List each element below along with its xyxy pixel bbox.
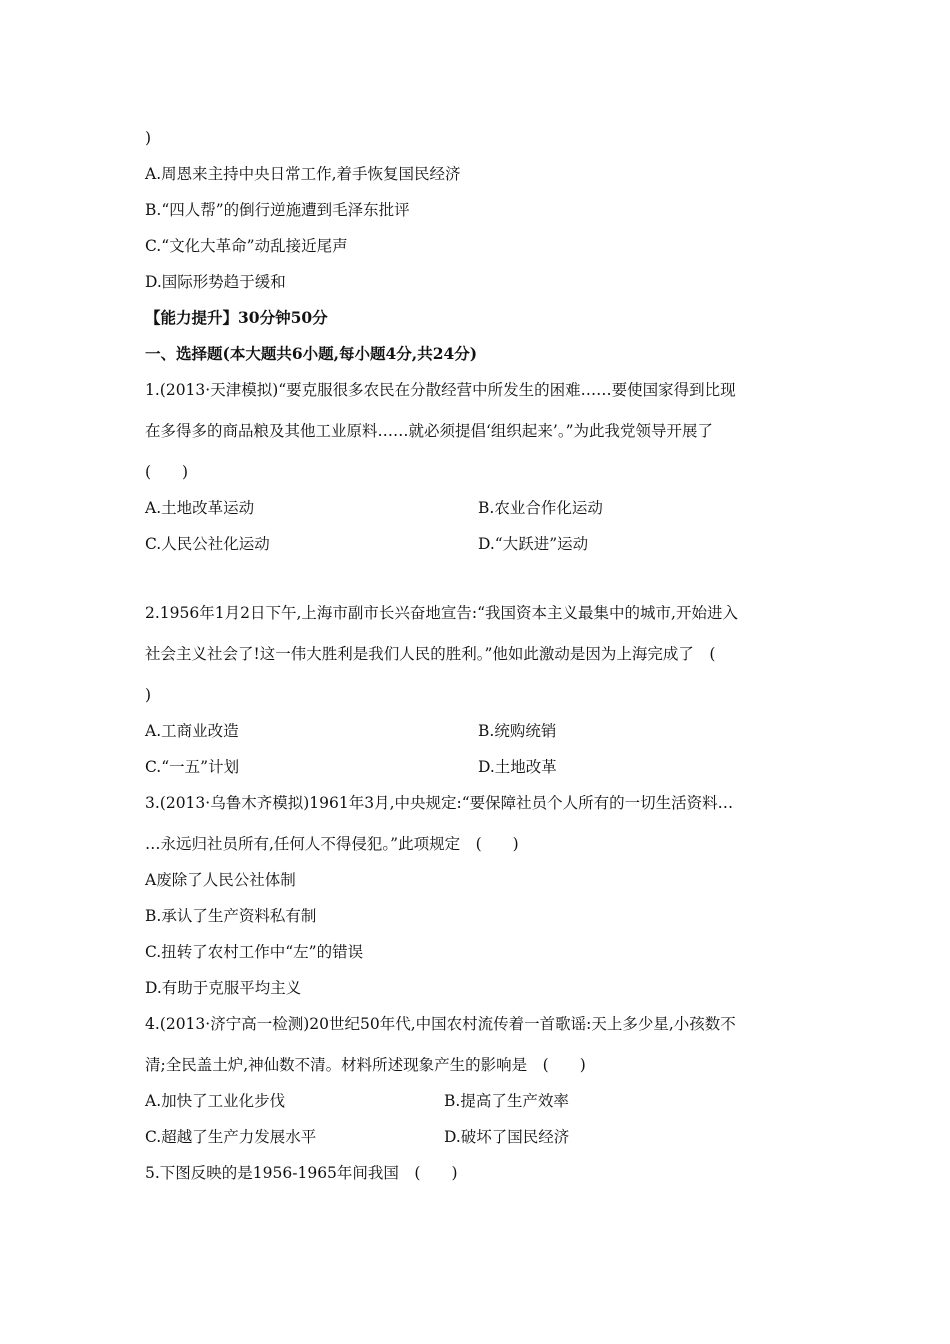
q2-option-c: C.“一五”计划	[145, 758, 240, 776]
prev-question-tail: )	[145, 129, 152, 147]
prev-option-b: B.“四人帮”的倒行逆施遭到毛泽东批评	[145, 201, 410, 219]
q2-stem-line-1: 2.1956年1月2日下午,上海市副市长兴奋地宣告:“我国资本主义最集中的城市,开始进入	[145, 604, 738, 622]
q1-stem-line-2: 在多得多的商品粮及其他工业原料……就必须提倡‘组织起来’。”为此我党领导开展了	[145, 422, 714, 440]
q2-stem-line-3: )	[145, 686, 152, 704]
q1-option-d: D.“大跃进”运动	[478, 535, 589, 553]
q1-option-a: A.土地改革运动	[145, 499, 255, 517]
q2-option-a: A.工商业改造	[145, 722, 239, 740]
q3-option-d: D.有助于克服平均主义	[145, 979, 302, 997]
q1-stem-line-1: 1.(2013·天津模拟)“要克服很多农民在分散经营中所发生的困难……要使国家得到比现	[145, 381, 736, 399]
q4-option-d: D.破坏了国民经济	[444, 1128, 570, 1146]
q2-stem-line-2: 社会主义社会了!这一伟大胜利是我们人民的胜利。”他如此激动是因为上海完成了 (	[145, 645, 716, 663]
part-heading: 一、选择题(本大题共6小题,每小题4分,共24分)	[145, 344, 478, 363]
q4-stem-line-2: 清;全民盖土炉,神仙数不清。材料所述现象产生的影响是 ( )	[145, 1056, 586, 1074]
q3-option-c: C.扭转了农村工作中“左”的错误	[145, 943, 364, 961]
q4-option-a: A.加快了工业化步伐	[145, 1092, 286, 1110]
q2-option-d: D.土地改革	[478, 758, 557, 776]
q3-stem-line-2: …永远归社员所有,任何人不得侵犯。”此项规定 ( )	[145, 835, 519, 853]
section-heading: 【能力提升】30分钟50分	[145, 308, 328, 327]
q2-option-b: B.统购统销	[478, 722, 557, 740]
q4-option-b: B.提高了生产效率	[444, 1092, 569, 1110]
q3-option-b: B.承认了生产资料私有制	[145, 907, 317, 925]
q1-answer-blank: ( )	[145, 463, 189, 481]
q1-option-c: C.人民公社化运动	[145, 535, 270, 553]
q4-option-c: C.超越了生产力发展水平	[145, 1128, 317, 1146]
q3-option-a: A废除了人民公社体制	[145, 871, 296, 889]
q3-stem-line-1: 3.(2013·乌鲁木齐模拟)1961年3月,中央规定:“要保障社员个人所有的一切生活资料…	[145, 794, 734, 812]
q5-stem-line-1: 5.下图反映的是1956-1965年间我国 ( )	[145, 1164, 458, 1182]
prev-option-a: A.周恩来主持中央日常工作,着手恢复国民经济	[145, 165, 461, 183]
q4-stem-line-1: 4.(2013·济宁高一检测)20世纪50年代,中国农村流传着一首歌谣:天上多少星,小孩数不	[145, 1015, 736, 1033]
prev-option-d: D.国际形势趋于缓和	[145, 273, 286, 291]
prev-option-c: C.“文化大革命”动乱接近尾声	[145, 237, 348, 255]
q1-option-b: B.农业合作化运动	[478, 499, 603, 517]
